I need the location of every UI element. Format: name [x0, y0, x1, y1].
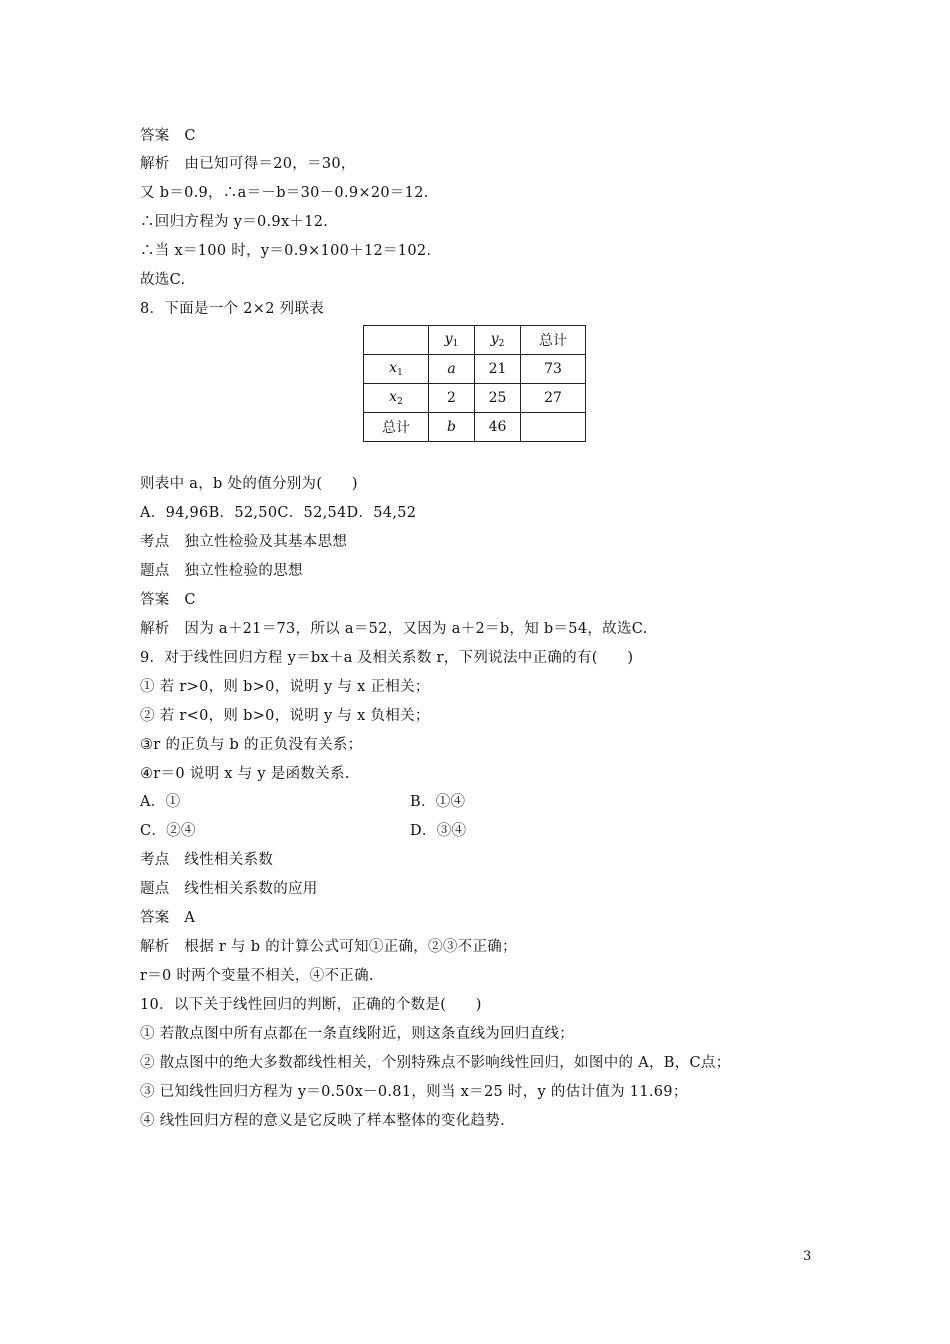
- statement-line: ② 散点图中的绝大多数都线性相关，个别特殊点不影响线性回归，如图中的 A，B，C点；: [140, 1055, 731, 1071]
- table-cell: 25: [475, 384, 521, 413]
- question-9: 9．对于线性回归方程 y＝bx＋a 及相关系数 r，下列说法中正确的有( ): [140, 650, 634, 666]
- table-cell: b: [429, 413, 475, 442]
- topic-line: 考点 线性相关系数: [140, 852, 274, 868]
- option-c: C．②④: [140, 823, 196, 839]
- answer-label: 答案 C: [140, 128, 196, 144]
- answer-label: 答案 A: [140, 910, 196, 926]
- statement-line: ④ 线性回归方程的意义是它反映了样本整体的变化趋势.: [140, 1113, 506, 1129]
- analysis-line: 故选C.: [140, 272, 186, 288]
- option-a: A．①: [140, 794, 181, 810]
- table-cell: 总计: [521, 326, 586, 355]
- topic-line: 考点 独立性检验及其基本思想: [140, 534, 348, 550]
- question-10: 10．以下关于线性回归的判断，正确的个数是( ): [140, 997, 482, 1013]
- analysis-line: 解析 因为 a＋21＝73，所以 a＝52，又因为 a＋2＝b，知 b＝54，故选C.: [140, 621, 648, 637]
- statement-line: ① 若 r>0，则 b>0，说明 y 与 x 正相关；: [140, 679, 430, 695]
- option-d: D．③④: [410, 823, 467, 839]
- table-cell: [521, 413, 586, 442]
- statement-line: ② 若 r<0，则 b>0，说明 y 与 x 负相关；: [140, 708, 430, 724]
- analysis-line: 解析 根据 r 与 b 的计算公式可知①正确，②③不正确；: [140, 939, 517, 955]
- question-8-prompt: 则表中 a，b 处的值分别为( ): [140, 476, 358, 492]
- table-row: [364, 384, 586, 413]
- subtopic-line: 题点 线性相关系数的应用: [140, 881, 318, 897]
- analysis-line: 解析 由已知可得＝20，＝30，: [140, 156, 356, 172]
- table-cell: 27: [521, 384, 586, 413]
- table-cell: 21: [475, 355, 521, 384]
- analysis-line: ∴当 x＝100 时，y＝0.9×100＋12＝102.: [140, 243, 432, 259]
- table-cell: $y_2$: [475, 326, 521, 355]
- table-row: [364, 355, 586, 384]
- table-cell: 46: [475, 413, 521, 442]
- option-b: B．①④: [410, 794, 466, 810]
- table-cell: 73: [521, 355, 586, 384]
- page-number: 3: [803, 1249, 812, 1264]
- statement-line: ③ 已知线性回归方程为 y＝0.50x－0.81，则当 x＝25 时，y 的估计值为 11.69；: [140, 1084, 688, 1100]
- question-8-options: A．94,96B．52,50C．52,54D．54,52: [140, 505, 417, 521]
- table-cell: $y_1$: [429, 326, 475, 355]
- table-cell: a: [429, 355, 475, 384]
- table-cell: 2: [429, 384, 475, 413]
- table-cell: 总计: [364, 413, 429, 442]
- table-cell: $x_1$: [364, 355, 429, 384]
- table-cell: $x_2$: [364, 384, 429, 413]
- table-cell: [364, 326, 429, 355]
- statement-line: ③r 的正负与 b 的正负没有关系；: [140, 737, 363, 753]
- subtopic-line: 题点 独立性检验的思想: [140, 563, 303, 579]
- statement-line: ④r＝0 说明 x 与 y 是函数关系.: [140, 766, 350, 782]
- table-row: [364, 413, 586, 442]
- contingency-table: [363, 325, 586, 442]
- analysis-line: ∴回归方程为 y＝0.9x＋12.: [140, 214, 329, 230]
- analysis-line: 又 b＝0.9，∴a＝－b＝30－0.9×20＝12.: [140, 185, 429, 201]
- table-header-row: [364, 326, 586, 355]
- answer-label: 答案 C: [140, 592, 196, 608]
- analysis-line: r＝0 时两个变量不相关，④不正确.: [140, 968, 374, 984]
- question-8: 8．下面是一个 2×2 列联表: [140, 301, 325, 317]
- statement-line: ① 若散点图中所有点都在一条直线附近，则这条直线为回归直线；: [140, 1026, 575, 1042]
